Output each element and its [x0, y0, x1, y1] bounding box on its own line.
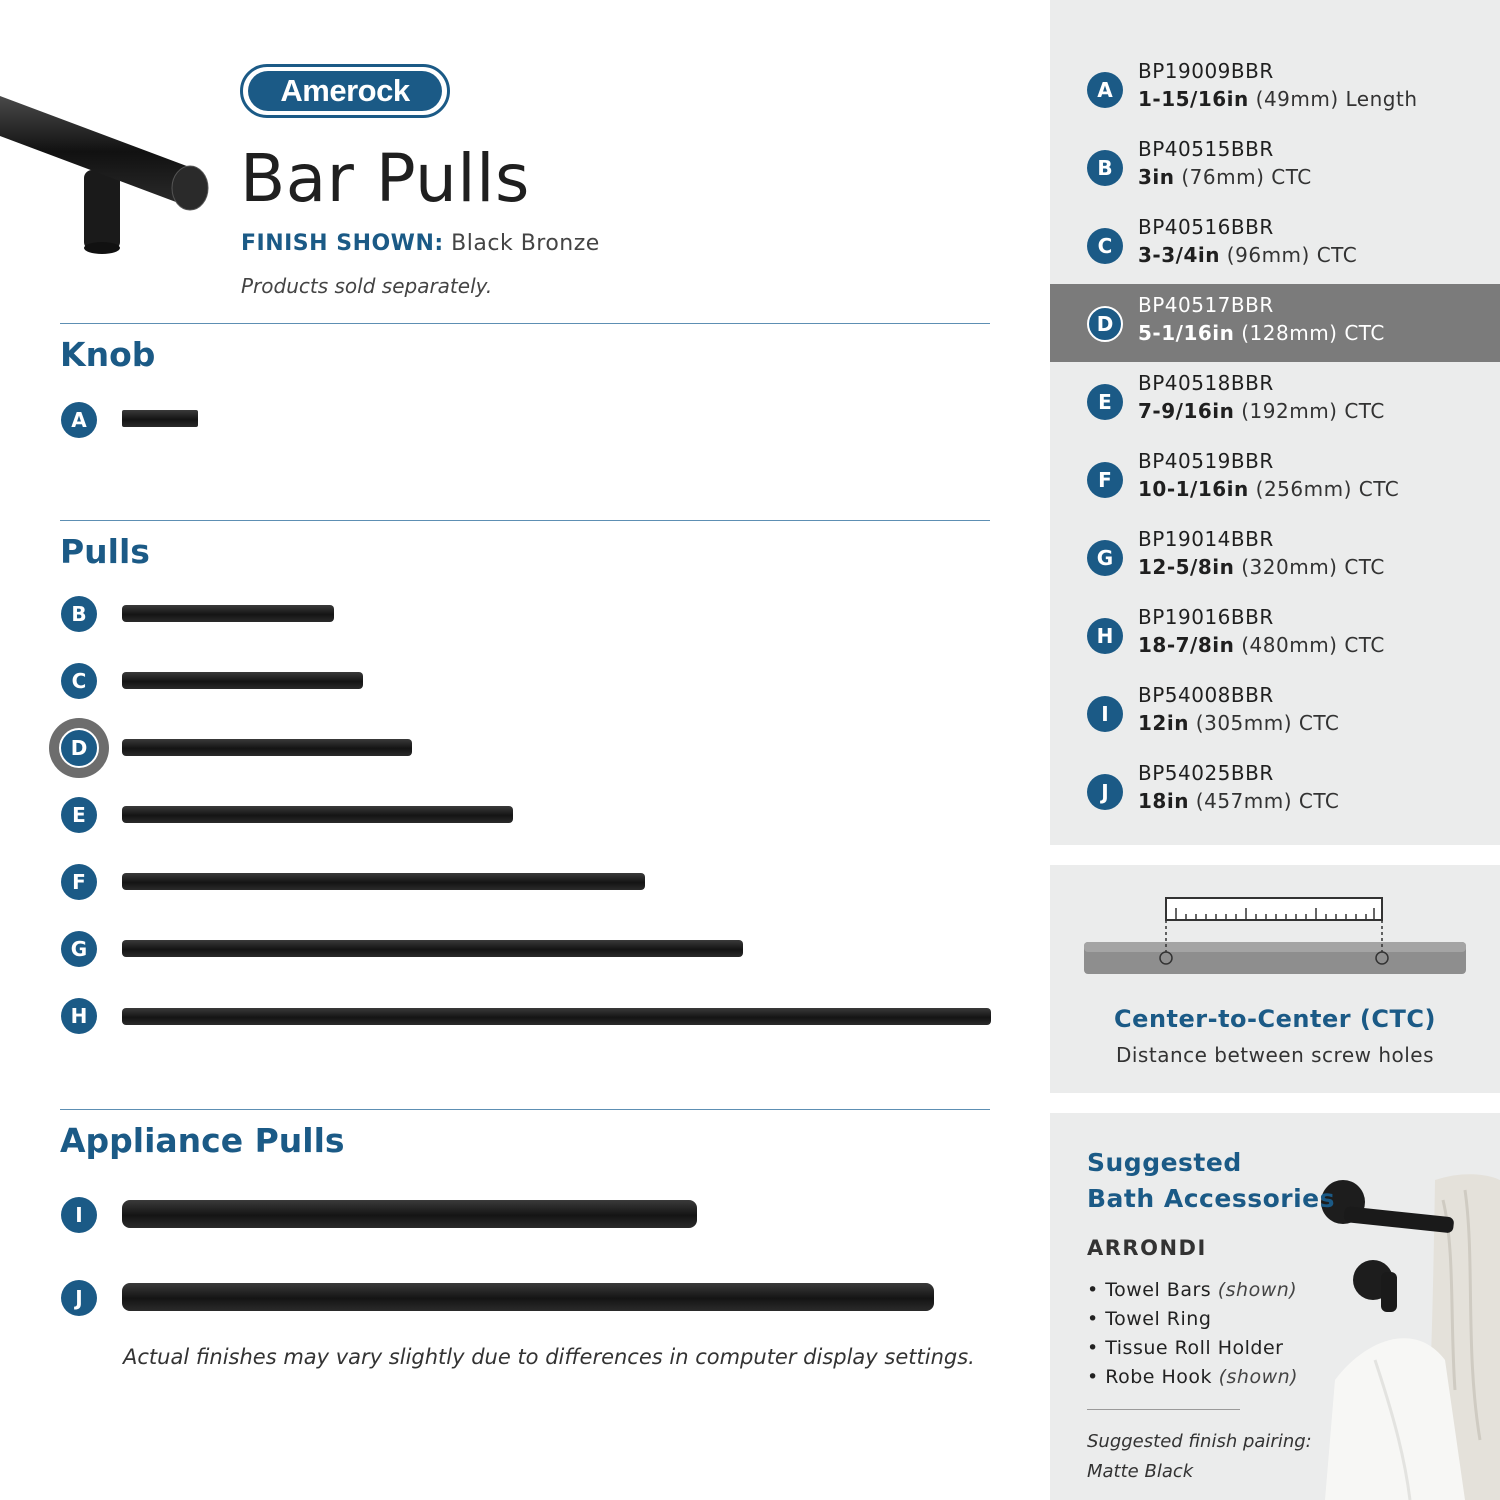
- section-divider: [60, 1109, 990, 1110]
- spec-row-j: [1050, 752, 1500, 830]
- spec-size: 12-5/8in (320mm) CTC: [1138, 555, 1385, 579]
- spec-badge-i: I: [1087, 696, 1123, 732]
- badge-d: D: [59, 728, 99, 768]
- section-divider: [60, 520, 990, 521]
- badge-j: J: [61, 1280, 97, 1316]
- spec-size: 7-9/16in (192mm) CTC: [1138, 399, 1385, 423]
- amerock-logo: Amerock: [240, 64, 450, 118]
- section-divider: [60, 323, 990, 324]
- spec-badge-b: B: [1087, 150, 1123, 186]
- spec-size: 18-7/8in (480mm) CTC: [1138, 633, 1385, 657]
- spec-size: 10-1/16in (256mm) CTC: [1138, 477, 1400, 501]
- pulls-heading: Pulls: [60, 532, 150, 571]
- spec-size: 12in (305mm) CTC: [1138, 711, 1340, 735]
- pull-e-image: [122, 806, 513, 823]
- spec-sku: BP54008BBR: [1138, 683, 1274, 707]
- list-item: • Towel Ring: [1087, 1305, 1298, 1334]
- badge-i: I: [61, 1197, 97, 1233]
- ctc-diagram: [1080, 890, 1470, 980]
- pull-d-image: [122, 739, 412, 756]
- list-item: • Tissue Roll Holder: [1087, 1334, 1298, 1363]
- bar-pull-hero-image: [0, 90, 215, 260]
- badge-f: F: [61, 864, 97, 900]
- badge-h: H: [61, 998, 97, 1034]
- pull-f-image: [122, 873, 645, 890]
- spec-sku: BP54025BBR: [1138, 761, 1274, 785]
- spec-size: 1-15/16in (49mm) Length: [1138, 87, 1418, 111]
- bath-accessories-image: [1315, 1160, 1500, 1500]
- divider: [1087, 1409, 1240, 1410]
- list-item: • Towel Bars (shown): [1087, 1276, 1298, 1305]
- spec-row-c: [1050, 206, 1500, 284]
- finish-label: FINISH SHOWN:: [241, 231, 444, 256]
- spec-badge-d: D: [1087, 306, 1123, 342]
- pull-h-image: [122, 1008, 991, 1025]
- page-title: Bar Pulls: [240, 140, 530, 217]
- spec-sku: BP40519BBR: [1138, 449, 1274, 473]
- sold-separately-note: Products sold separately.: [241, 274, 493, 298]
- badge-d-selected: [49, 718, 109, 778]
- finish-value: Black Bronze: [451, 231, 600, 256]
- spec-row-d-selected: [1050, 284, 1500, 362]
- badge-e: E: [61, 797, 97, 833]
- accessories-list: [1087, 1276, 1298, 1392]
- knob-a-image: [122, 410, 198, 427]
- spec-row-h: [1050, 596, 1500, 674]
- spec-size: 5-1/16in (128mm) CTC: [1138, 321, 1385, 345]
- appliance-pull-i-image: [122, 1200, 697, 1228]
- ctc-subtitle: Distance between screw holes: [1115, 1043, 1435, 1067]
- spec-badge-j: J: [1087, 774, 1123, 810]
- finish-pairing: Suggested finish pairing: Matte Black: [1087, 1431, 1312, 1482]
- spec-sku: BP19016BBR: [1138, 605, 1274, 629]
- spec-row-f: [1050, 440, 1500, 518]
- spec-size: 18in (457mm) CTC: [1138, 789, 1340, 813]
- pull-c-image: [122, 672, 363, 689]
- spec-row-a: [1050, 50, 1500, 128]
- appliance-pulls-heading: Appliance Pulls: [60, 1121, 345, 1160]
- list-item: • Robe Hook (shown): [1087, 1363, 1298, 1392]
- spec-sku: BP40518BBR: [1138, 371, 1274, 395]
- knob-heading: Knob: [60, 335, 156, 374]
- spec-row-e: [1050, 362, 1500, 440]
- badge-a: A: [61, 402, 97, 438]
- spec-size: 3in (76mm) CTC: [1138, 165, 1312, 189]
- spec-row-b: [1050, 128, 1500, 206]
- accessories-title: Suggested Bath Accessories: [1087, 1148, 1335, 1213]
- badge-b: B: [61, 596, 97, 632]
- spec-sku: BP19009BBR: [1138, 59, 1274, 83]
- finish-line: [241, 231, 600, 256]
- spec-badge-a: A: [1087, 72, 1123, 108]
- appliance-pull-j-image: [122, 1283, 934, 1311]
- spec-row-g: [1050, 518, 1500, 596]
- spec-size: 3-3/4in (96mm) CTC: [1138, 243, 1358, 267]
- spec-sku: BP19014BBR: [1138, 527, 1274, 551]
- spec-badge-e: E: [1087, 384, 1123, 420]
- collection-name: ARRONDI: [1087, 1236, 1207, 1260]
- spec-badge-f: F: [1087, 462, 1123, 498]
- spec-row-i: [1050, 674, 1500, 752]
- spec-badge-c: C: [1087, 228, 1123, 264]
- badge-g: G: [61, 931, 97, 967]
- badge-c: C: [61, 663, 97, 699]
- spec-badge-h: H: [1087, 618, 1123, 654]
- pull-b-image: [122, 605, 334, 622]
- pull-g-image: [122, 940, 743, 957]
- spec-badge-g: G: [1087, 540, 1123, 576]
- spec-sku: BP40516BBR: [1138, 215, 1274, 239]
- finish-disclaimer: Actual finishes may vary slightly due to differences in computer display settings.: [123, 1345, 975, 1369]
- spec-sku: BP40517BBR: [1138, 293, 1274, 317]
- ctc-title: Center-to-Center (CTC): [1114, 1005, 1436, 1033]
- spec-sku: BP40515BBR: [1138, 137, 1274, 161]
